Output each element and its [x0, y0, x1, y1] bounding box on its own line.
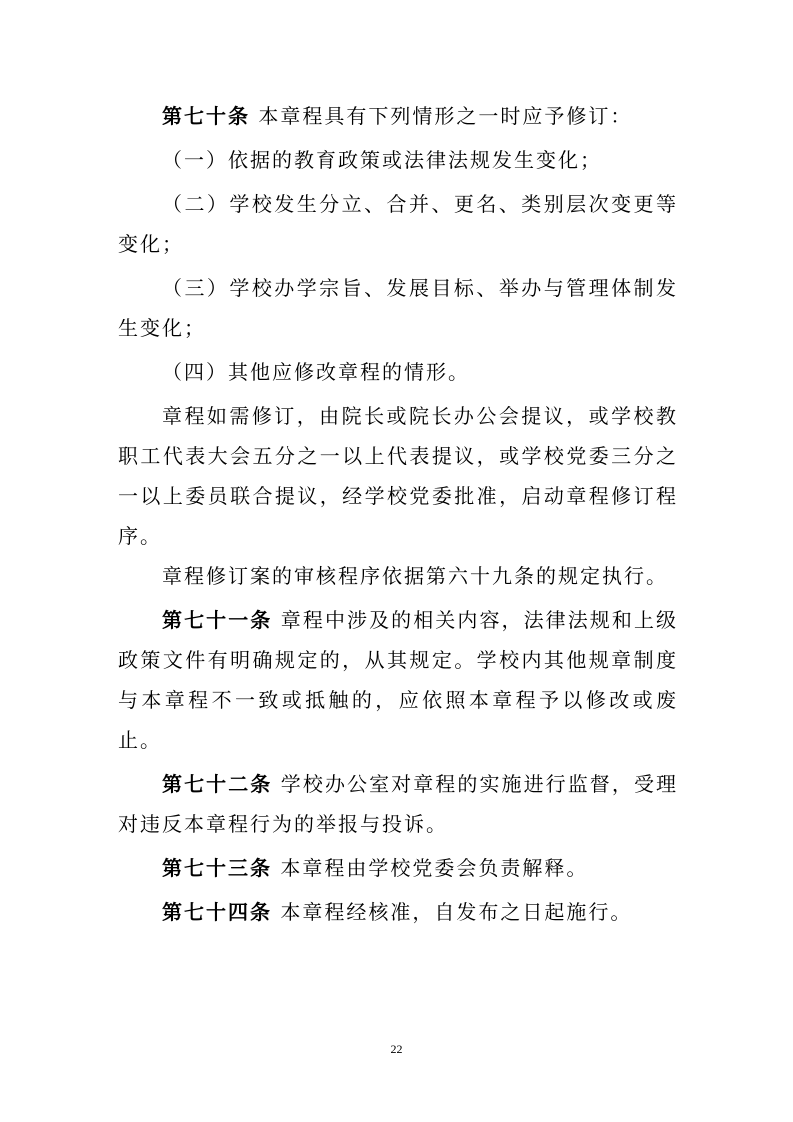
- article-71: [118, 600, 678, 760]
- article-70-heading: 第七十条: [162, 104, 250, 128]
- article-71-text: 章程中涉及的相关内容，法律法规和上级政策文件有明确规定的，从其规定。学校内其他规章制度与本章程不一致或抵触的，应依照本章程予以修改或废止。: [118, 608, 679, 752]
- article-72-heading: 第七十二条: [162, 772, 273, 796]
- article-72: [118, 764, 678, 844]
- page-number: 22: [390, 1042, 403, 1056]
- article-73-text: 本章程由学校党委会负责解释。: [280, 856, 589, 880]
- article-70-item-2: （二）学校发生分立、合并、更名、类别层次变更等变化；: [118, 192, 678, 256]
- document-body: [118, 96, 678, 932]
- article-71-heading: 第七十一条: [162, 608, 273, 632]
- article-72-text: 学校办公室对章程的实施进行监督，受理对违反本章程行为的举报与投诉。: [118, 772, 679, 836]
- article-73-heading: 第七十三条: [162, 856, 272, 880]
- article-70-paragraph-1: 章程如需修订，由院长或院长办公会提议，或学校教职工代表大会五分之一以上代表提议，或学校党委三分之一以上委员联合提议，经学校党委批准，启动章程修订程序。: [118, 404, 678, 548]
- article-70-item-3: （三）学校办学宗旨、发展目标、举办与管理体制发生变化；: [118, 276, 678, 340]
- article-70-item-4: （四）其他应修改章程的情形。: [162, 360, 470, 384]
- article-70-paragraph-2: 章程修订案的审核程序依据第六十九条的规定执行。: [162, 564, 668, 588]
- article-70-text: 本章程具有下列情形之一时应予修订：: [258, 104, 633, 128]
- article-74: [118, 892, 678, 932]
- article-70: [118, 96, 678, 136]
- article-73: [118, 848, 678, 888]
- article-74-heading: 第七十四条: [162, 900, 272, 924]
- article-74-text: 本章程经核准，自发布之日起施行。: [280, 900, 633, 924]
- article-70-item-1: （一）依据的教育政策或法律法规发生变化；: [162, 148, 602, 172]
